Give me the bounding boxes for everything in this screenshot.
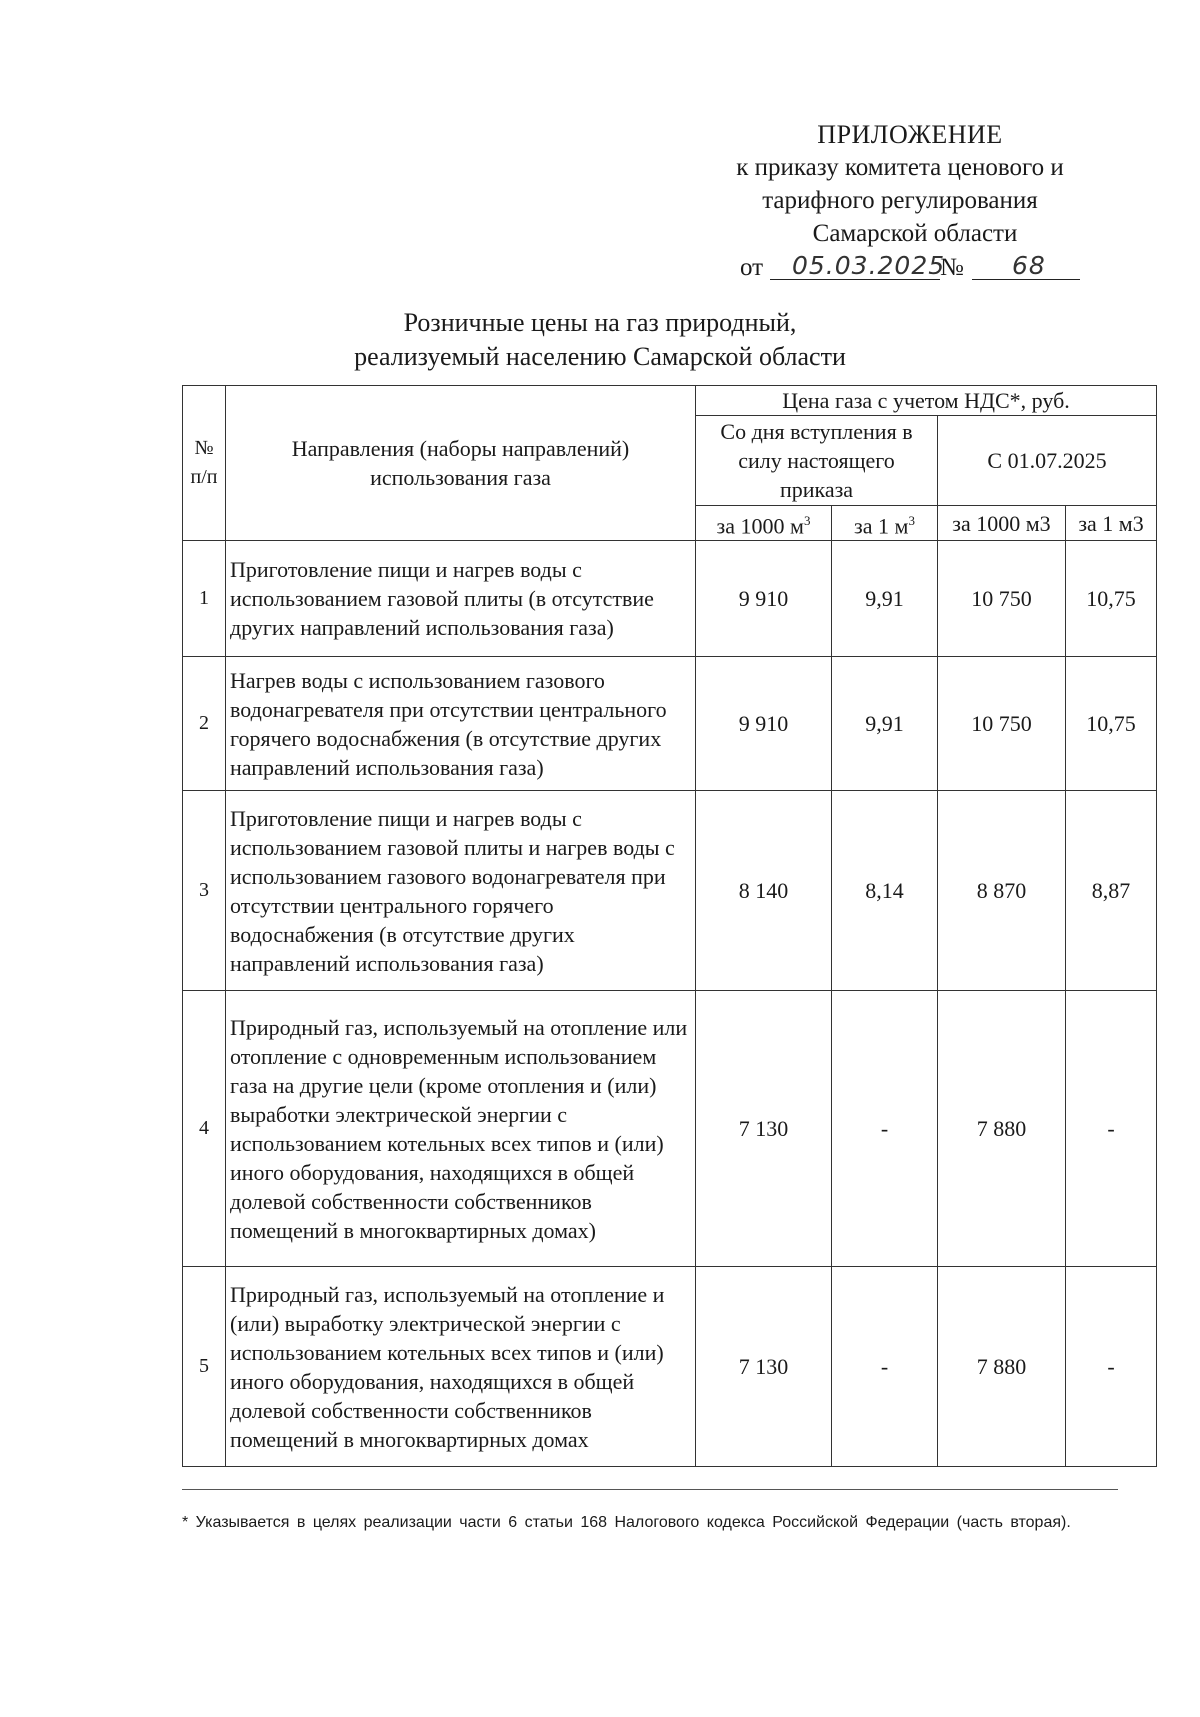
row-num: 1 bbox=[183, 541, 226, 657]
row-price-july-1000: 10 750 bbox=[938, 657, 1066, 791]
row-price-july-1: - bbox=[1066, 1267, 1157, 1467]
row-num: 4 bbox=[183, 991, 226, 1267]
row-price-current-1000: 8 140 bbox=[696, 791, 832, 991]
row-price-current-1: 9,91 bbox=[832, 541, 938, 657]
row-price-current-1000: 9 910 bbox=[696, 541, 832, 657]
header-period-july: С 01.07.2025 bbox=[938, 416, 1157, 506]
document-title bbox=[250, 306, 950, 374]
appendix-title: ПРИЛОЖЕНИЕ bbox=[817, 120, 1003, 149]
header-price-group: Цена газа с учетом НДС*, руб. bbox=[696, 386, 1157, 416]
header-unit-1m3-current: за 1 $м^3$ bbox=[832, 506, 938, 541]
table-row bbox=[183, 991, 1157, 1267]
row-price-july-1000: 8 870 bbox=[938, 791, 1066, 991]
row-price-current-1: 8,14 bbox=[832, 791, 938, 991]
header-direction: Направления (наборы направлений) использования газа bbox=[226, 386, 696, 541]
row-num: 5 bbox=[183, 1267, 226, 1467]
header-num: № п/п bbox=[183, 386, 226, 541]
footnote-divider bbox=[182, 1489, 1118, 1490]
price-table bbox=[182, 385, 1157, 1467]
row-price-current-1: - bbox=[832, 991, 938, 1267]
appendix-header bbox=[690, 118, 1110, 250]
row-num: 3 bbox=[183, 791, 226, 991]
row-price-current-1000: 9 910 bbox=[696, 657, 832, 791]
table-row bbox=[183, 657, 1157, 791]
table-row bbox=[183, 1267, 1157, 1467]
row-price-july-1: 8,87 bbox=[1066, 791, 1157, 991]
header-unit-1000m3-july: за 1000 м3 bbox=[938, 506, 1066, 541]
appendix-line-3: Самарской области bbox=[812, 220, 1018, 247]
row-price-july-1000: 7 880 bbox=[938, 1267, 1066, 1467]
row-price-july-1: 10,75 bbox=[1066, 541, 1157, 657]
row-direction: Приготовление пищи и нагрев воды с использованием газовой плиты и нагрев воды с использованием газового водонагревателя при отсутствии центрального горячего водоснабжения (в отсутствие других направлений использования газа) bbox=[226, 791, 696, 991]
row-direction: Природный газ, используемый на отопление и (или) выработку электрической энергии с использованием котельных всех типов и (или) иного оборудования, находящихся в общей долевой собственности собственников помещений в многоквартирных домах bbox=[226, 1267, 696, 1467]
order-number-label: № bbox=[940, 254, 964, 281]
row-num: 2 bbox=[183, 657, 226, 791]
row-price-current-1000: 7 130 bbox=[696, 991, 832, 1267]
row-price-july-1000: 10 750 bbox=[938, 541, 1066, 657]
table-row bbox=[183, 791, 1157, 991]
order-number-handwritten: 68 bbox=[1012, 251, 1046, 280]
row-price-july-1: 10,75 bbox=[1066, 657, 1157, 791]
row-direction: Нагрев воды с использованием газового водонагревателя при отсутствии центрального горячего водоснабжения (в отсутствие других направлений использования газа) bbox=[226, 657, 696, 791]
row-price-current-1: 9,91 bbox=[832, 657, 938, 791]
row-price-july-1000: 7 880 bbox=[938, 991, 1066, 1267]
footnote: * Указывается в целях реализации части 6 статьи 168 Налогового кодекса Российской Федерации (часть вторая). bbox=[182, 1514, 1071, 1531]
order-reference bbox=[740, 250, 1080, 284]
table-row bbox=[183, 541, 1157, 657]
header-unit-1m3-july: за 1 м3 bbox=[1066, 506, 1157, 541]
row-price-july-1: - bbox=[1066, 991, 1157, 1267]
header-unit-1000m3-current: за 1000 $м^3$ bbox=[696, 506, 832, 541]
order-date-handwritten: 05.03.2025 bbox=[792, 251, 946, 280]
order-from-label: от bbox=[740, 254, 764, 281]
document-title-line-1: Розничные цены на газ природный, bbox=[403, 308, 797, 337]
appendix-line-2: тарифного регулирования bbox=[762, 187, 1038, 214]
header-period-current: Со дня вступления в силу настоящего приказа bbox=[696, 416, 938, 506]
appendix-line-1: к приказу комитета ценового и bbox=[736, 154, 1064, 181]
row-price-current-1: - bbox=[832, 1267, 938, 1467]
row-direction: Природный газ, используемый на отопление или отопление с одновременным использованием газа на другие цели (кроме отопления и (или) выработки электрической энергии с использованием котельных всех типов и (или) иного оборудования, находящихся в общей долевой собственности собственников помещений в многоквартирных домах) bbox=[226, 991, 696, 1267]
document-title-line-2: реализуемый населению Самарской области bbox=[354, 342, 846, 371]
row-price-current-1000: 7 130 bbox=[696, 1267, 832, 1467]
row-direction: Приготовление пищи и нагрев воды с использованием газовой плиты (в отсутствие других направлений использования газа) bbox=[226, 541, 696, 657]
